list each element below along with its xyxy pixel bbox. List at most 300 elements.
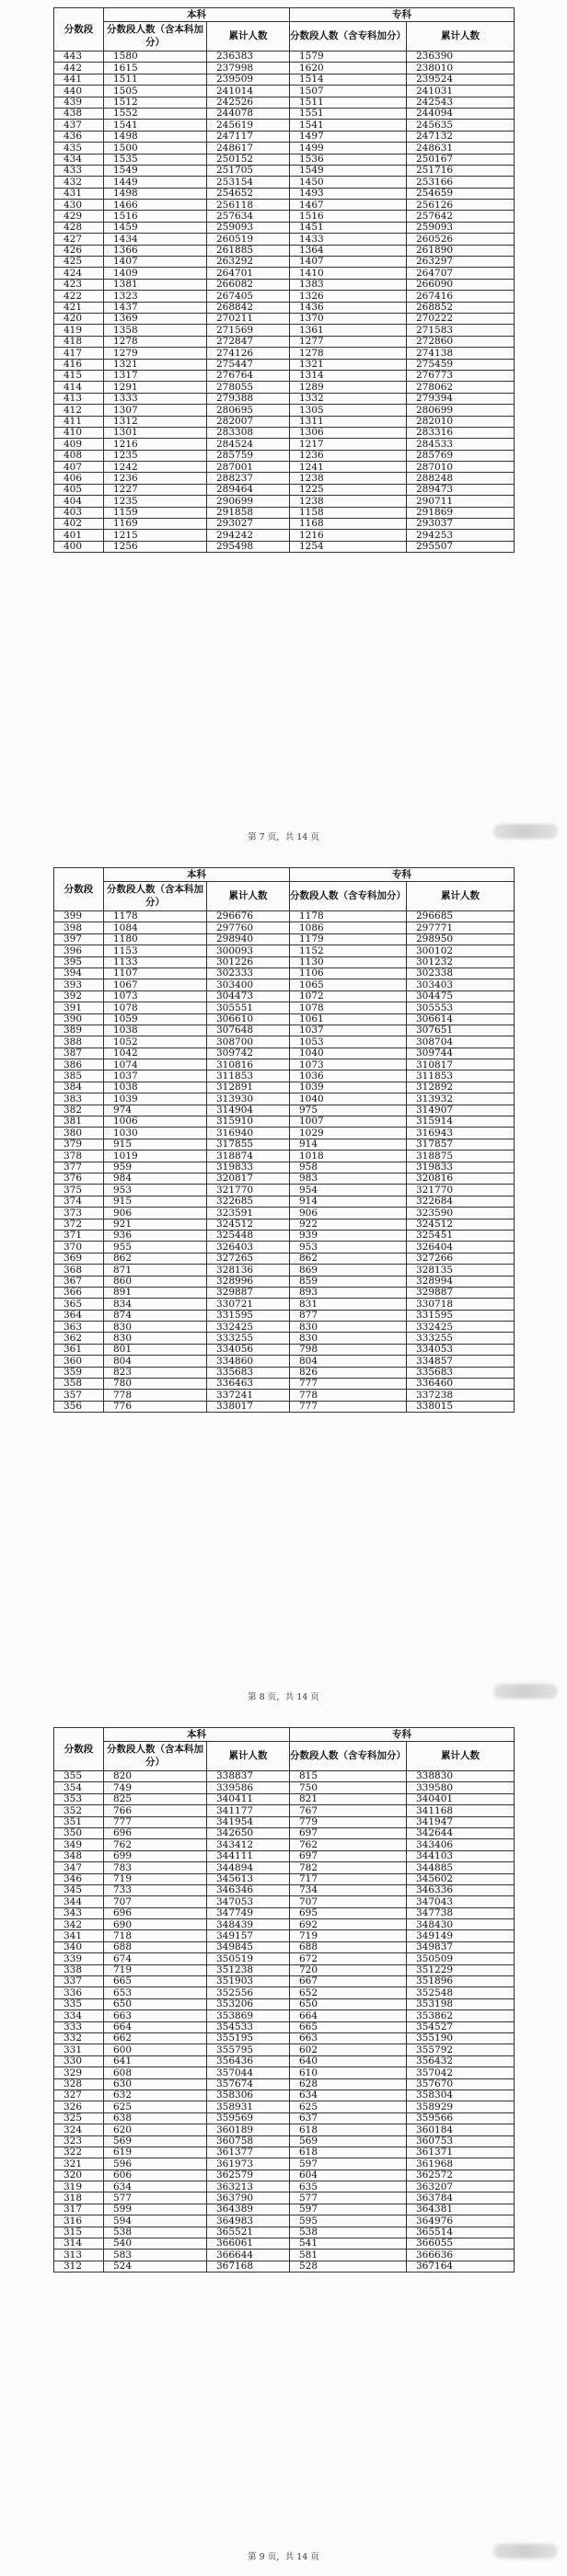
score-cell: 345	[54, 1884, 104, 1895]
zhuanke-count-cell: 597	[290, 2158, 407, 2170]
zhuanke-count-cell: 1451	[290, 222, 407, 233]
score-cell: 325	[54, 2112, 104, 2124]
zhuanke-cumulative-cell: 263297	[407, 257, 515, 268]
zhuanke-count-cell: 922	[290, 1219, 407, 1230]
zhuanke-cumulative-cell: 293037	[407, 519, 515, 530]
zhuanke-cumulative-cell: 283316	[407, 427, 515, 438]
zhuanke-cumulative-cell: 360184	[407, 2124, 515, 2135]
table-row	[54, 1139, 515, 1150]
zhuanke-count-cell: 707	[290, 1896, 407, 1907]
benke-cumulative-cell: 366061	[207, 2238, 290, 2250]
benke-cumulative-cell: 334056	[207, 1344, 290, 1355]
zhuanke-count-cell: 954	[290, 1185, 407, 1196]
benke-cumulative-cell: 272847	[207, 336, 290, 347]
benke-cumulative-cell: 312891	[207, 1082, 290, 1093]
score-cell: 351	[54, 1816, 104, 1827]
zhuanke-cumulative-cell: 366636	[407, 2250, 515, 2261]
score-cell: 363	[54, 1322, 104, 1333]
score-cell: 443	[54, 52, 104, 63]
benke-count-cell: 1279	[104, 348, 207, 359]
benke-count-cell: 860	[104, 1276, 207, 1287]
zhuanke-count-cell: 663	[290, 2032, 407, 2044]
benke-count-cell: 820	[104, 1771, 207, 1782]
table-row	[54, 2170, 515, 2181]
zhuanke-count-cell: 695	[290, 1907, 407, 1918]
zhuanke-count-cell: 1036	[290, 1070, 407, 1082]
score-cell: 323	[54, 2135, 104, 2147]
table-row	[54, 507, 515, 518]
zhuanke-cumulative-cell: 366055	[407, 2238, 515, 2250]
table-row	[54, 52, 515, 63]
table-row	[54, 496, 515, 507]
zhuanke-count-cell: 1106	[290, 967, 407, 979]
benke-cumulative-cell: 318874	[207, 1151, 290, 1162]
benke-cumulative-cell: 301226	[207, 956, 290, 967]
zhuanke-cumulative-cell: 322684	[407, 1196, 515, 1207]
benke-cumulative-cell: 268842	[207, 302, 290, 313]
benke-count-cell: 804	[104, 1356, 207, 1367]
benke-count-cell: 540	[104, 2238, 207, 2250]
benke-cumulative-cell: 336463	[207, 1379, 290, 1390]
zhuanke-cumulative-cell: 328994	[407, 1276, 515, 1287]
benke-count-cell: 783	[104, 1862, 207, 1873]
table-row	[54, 370, 515, 381]
zhuanke-count-cell: 767	[290, 1805, 407, 1816]
table-row	[54, 97, 515, 108]
benke-cumulative-cell: 322685	[207, 1196, 290, 1207]
score-cell: 338	[54, 1964, 104, 1975]
zhuanke-cumulative-cell: 351896	[407, 1976, 515, 1987]
zhuanke-count-cell: 625	[290, 2101, 407, 2112]
table-row	[54, 979, 515, 990]
benke-count-cell: 823	[104, 1367, 207, 1378]
benke-count-cell: 1333	[104, 393, 207, 404]
zhuanke-cumulative-cell: 350509	[407, 1953, 515, 1964]
benke-count-cell: 630	[104, 2078, 207, 2089]
benke-cumulative-cell: 244078	[207, 108, 290, 119]
table-row	[54, 1919, 515, 1930]
score-cell: 408	[54, 450, 104, 461]
benke-count-cell: 780	[104, 1379, 207, 1390]
header-benke: 本科	[104, 868, 290, 882]
table-row	[54, 1862, 515, 1873]
zhuanke-cumulative-cell: 239524	[407, 74, 515, 85]
score-cell: 336	[54, 1987, 104, 1998]
zhuanke-cumulative-cell: 274138	[407, 348, 515, 359]
table-row	[54, 234, 515, 245]
zhuanke-cumulative-cell: 241031	[407, 86, 515, 97]
table-row	[54, 1036, 515, 1048]
score-cell: 429	[54, 211, 104, 222]
benke-count-cell: 862	[104, 1253, 207, 1264]
benke-cumulative-cell: 242526	[207, 97, 290, 108]
table-row	[54, 2181, 515, 2192]
table-row	[54, 2055, 515, 2067]
zhuanke-count-cell: 692	[290, 1919, 407, 1930]
benke-cumulative-cell: 283308	[207, 427, 290, 438]
benke-cumulative-cell: 319833	[207, 1162, 290, 1173]
benke-count-cell: 1407	[104, 257, 207, 268]
benke-count-cell: 1059	[104, 1013, 207, 1025]
zhuanke-count-cell: 1361	[290, 325, 407, 336]
table-row	[54, 1839, 515, 1850]
zhuanke-cumulative-cell: 339580	[407, 1782, 515, 1793]
benke-count-cell: 625	[104, 2101, 207, 2112]
header-benke-cumulative: 累计人数	[207, 22, 290, 52]
score-cell: 387	[54, 1048, 104, 1059]
benke-cumulative-cell: 285759	[207, 450, 290, 461]
zhuanke-count-cell: 821	[290, 1793, 407, 1804]
zhuanke-count-cell: 1289	[290, 382, 407, 393]
table-row	[54, 1196, 515, 1207]
table-row	[54, 211, 515, 222]
score-cell: 381	[54, 1116, 104, 1128]
benke-count-cell: 688	[104, 1941, 207, 1952]
zhuanke-cumulative-cell: 324512	[407, 1219, 515, 1230]
zhuanke-count-cell: 804	[290, 1356, 407, 1367]
score-cell: 392	[54, 990, 104, 1002]
table-row	[54, 1322, 515, 1333]
zhuanke-count-cell: 1065	[290, 979, 407, 990]
benke-cumulative-cell: 307648	[207, 1025, 290, 1036]
table-row	[54, 2067, 515, 2078]
zhuanke-cumulative-cell: 360753	[407, 2135, 515, 2147]
table-row	[54, 473, 515, 484]
zhuanke-cumulative-cell: 266090	[407, 279, 515, 290]
zhuanke-cumulative-cell: 347738	[407, 1907, 515, 1918]
zhuanke-count-cell: 1061	[290, 1013, 407, 1025]
zhuanke-cumulative-cell: 242543	[407, 97, 515, 108]
benke-count-cell: 874	[104, 1310, 207, 1321]
benke-count-cell: 953	[104, 1185, 207, 1196]
score-cell: 415	[54, 370, 104, 381]
benke-count-cell: 1516	[104, 211, 207, 222]
table-row	[54, 1276, 515, 1287]
zhuanke-count-cell: 777	[290, 1379, 407, 1390]
score-cell: 421	[54, 302, 104, 313]
zhuanke-cumulative-cell: 342644	[407, 1827, 515, 1838]
score-cell: 402	[54, 519, 104, 530]
zhuanke-cumulative-cell: 337238	[407, 1390, 515, 1401]
score-cell: 319	[54, 2181, 104, 2192]
benke-count-cell: 1434	[104, 234, 207, 245]
zhuanke-count-cell: 1040	[290, 1048, 407, 1059]
zhuanke-cumulative-cell: 335683	[407, 1367, 515, 1378]
benke-count-cell: 1006	[104, 1116, 207, 1128]
table-row	[54, 1816, 515, 1827]
zhuanke-count-cell: 650	[290, 1998, 407, 2009]
zhuanke-cumulative-cell: 298950	[407, 933, 515, 945]
benke-cumulative-cell: 347053	[207, 1896, 290, 1907]
benke-cumulative-cell: 257634	[207, 211, 290, 222]
score-cell: 438	[54, 108, 104, 119]
benke-count-cell: 719	[104, 1964, 207, 1975]
zhuanke-cumulative-cell: 272860	[407, 336, 515, 347]
zhuanke-count-cell: 1037	[290, 1025, 407, 1036]
zhuanke-count-cell: 1383	[290, 279, 407, 290]
benke-cumulative-cell: 327265	[207, 1253, 290, 1264]
score-cell: 388	[54, 1036, 104, 1048]
zhuanke-count-cell: 720	[290, 1964, 407, 1975]
benke-count-cell: 1236	[104, 473, 207, 484]
score-cell: 361	[54, 1344, 104, 1355]
score-cell: 397	[54, 933, 104, 945]
zhuanke-cumulative-cell: 306614	[407, 1013, 515, 1025]
score-cell: 350	[54, 1827, 104, 1838]
zhuanke-cumulative-cell: 334053	[407, 1344, 515, 1355]
table-row	[54, 450, 515, 461]
zhuanke-cumulative-cell: 296685	[407, 911, 515, 922]
subheader-row	[54, 1742, 515, 1771]
score-cell: 417	[54, 348, 104, 359]
zhuanke-cumulative-cell: 261890	[407, 245, 515, 256]
benke-cumulative-cell: 367168	[207, 2261, 290, 2272]
zhuanke-cumulative-cell: 364976	[407, 2215, 515, 2227]
zhuanke-cumulative-cell: 308704	[407, 1036, 515, 1048]
zhuanke-cumulative-cell: 282010	[407, 416, 515, 427]
score-cell: 424	[54, 268, 104, 279]
benke-cumulative-cell: 341177	[207, 1805, 290, 1816]
zhuanke-count-cell: 719	[290, 1930, 407, 1941]
zhuanke-cumulative-cell: 314907	[407, 1105, 515, 1116]
table-row	[54, 325, 515, 336]
zhuanke-count-cell: 782	[290, 1862, 407, 1873]
score-cell: 407	[54, 462, 104, 473]
zhuanke-cumulative-cell: 318875	[407, 1151, 515, 1162]
zhuanke-count-cell: 831	[290, 1299, 407, 1310]
benke-count-cell: 762	[104, 1839, 207, 1850]
page-footer: 第 7 页，共 14 页	[248, 832, 319, 842]
score-cell: 312	[54, 2261, 104, 2272]
benke-cumulative-cell: 293027	[207, 519, 290, 530]
benke-count-cell: 1067	[104, 979, 207, 990]
score-cell: 435	[54, 143, 104, 154]
zhuanke-count-cell: 1254	[290, 541, 407, 552]
score-cell: 399	[54, 911, 104, 922]
table-row	[54, 990, 515, 1002]
score-cell: 433	[54, 165, 104, 176]
benke-cumulative-cell: 349157	[207, 1930, 290, 1941]
score-cell: 427	[54, 234, 104, 245]
zhuanke-cumulative-cell: 355190	[407, 2032, 515, 2044]
zhuanke-cumulative-cell: 280699	[407, 405, 515, 416]
benke-count-cell: 1073	[104, 990, 207, 1002]
benke-cumulative-cell: 239509	[207, 74, 290, 85]
table-row	[54, 911, 515, 922]
table-row	[54, 1873, 515, 1884]
score-cell: 422	[54, 291, 104, 302]
benke-cumulative-cell: 237998	[207, 63, 290, 74]
zhuanke-cumulative-cell: 276773	[407, 370, 515, 381]
zhuanke-cumulative-cell: 289473	[407, 484, 515, 495]
zhuanke-count-cell: 1073	[290, 1059, 407, 1070]
benke-cumulative-cell: 349845	[207, 1941, 290, 1952]
score-cell: 366	[54, 1287, 104, 1298]
score-cell: 360	[54, 1356, 104, 1367]
zhuanke-count-cell: 815	[290, 1771, 407, 1782]
score-cell: 434	[54, 154, 104, 165]
score-cell: 420	[54, 313, 104, 324]
benke-cumulative-cell: 333255	[207, 1333, 290, 1344]
header-benke: 本科	[104, 1728, 290, 1742]
zhuanke-count-cell: 1450	[290, 177, 407, 188]
benke-cumulative-cell: 356436	[207, 2055, 290, 2067]
zhuanke-count-cell: 610	[290, 2067, 407, 2078]
zhuanke-count-cell: 1332	[290, 393, 407, 404]
table-row	[54, 1850, 515, 1861]
zhuanke-count-cell: 862	[290, 1253, 407, 1264]
benke-cumulative-cell: 357044	[207, 2067, 290, 2078]
table-row	[54, 1025, 515, 1036]
benke-cumulative-cell: 308700	[207, 1036, 290, 1048]
zhuanke-cumulative-cell: 303403	[407, 979, 515, 990]
benke-cumulative-cell: 271569	[207, 325, 290, 336]
benke-count-cell: 634	[104, 2181, 207, 2192]
benke-cumulative-cell: 280695	[207, 405, 290, 416]
benke-count-cell: 766	[104, 1805, 207, 1816]
watermark-blur	[493, 1684, 558, 1699]
benke-cumulative-cell: 306610	[207, 1013, 290, 1025]
zhuanke-count-cell: 1158	[290, 507, 407, 518]
score-cell: 384	[54, 1082, 104, 1093]
zhuanke-cumulative-cell: 354527	[407, 2021, 515, 2032]
benke-count-cell: 600	[104, 2044, 207, 2055]
zhuanke-count-cell: 597	[290, 2204, 407, 2215]
table-row	[54, 1976, 515, 1987]
benke-count-cell: 663	[104, 2010, 207, 2021]
score-cell: 383	[54, 1093, 104, 1105]
zhuanke-cumulative-cell: 294253	[407, 530, 515, 541]
benke-count-cell: 650	[104, 1998, 207, 2009]
table-row	[54, 1162, 515, 1173]
table-row	[54, 2124, 515, 2135]
zhuanke-cumulative-cell: 320816	[407, 1173, 515, 1184]
score-cell: 409	[54, 439, 104, 450]
zhuanke-cumulative-cell: 248631	[407, 143, 515, 154]
score-cell: 416	[54, 359, 104, 370]
benke-count-cell: 830	[104, 1333, 207, 1344]
benke-cumulative-cell: 309742	[207, 1048, 290, 1059]
zhuanke-cumulative-cell: 290711	[407, 496, 515, 507]
benke-count-cell: 1512	[104, 97, 207, 108]
header-zhuanke: 专科	[290, 868, 515, 882]
zhuanke-cumulative-cell: 367164	[407, 2261, 515, 2272]
zhuanke-count-cell: 1179	[290, 933, 407, 945]
zhuanke-count-cell: 1039	[290, 1082, 407, 1093]
zhuanke-count-cell: 569	[290, 2135, 407, 2147]
benke-cumulative-cell: 305551	[207, 1002, 290, 1013]
zhuanke-count-cell: 1236	[290, 450, 407, 461]
benke-count-cell: 778	[104, 1390, 207, 1401]
benke-count-cell: 776	[104, 1401, 207, 1412]
benke-cumulative-cell: 328136	[207, 1265, 290, 1276]
score-cell: 406	[54, 473, 104, 484]
score-cell: 400	[54, 541, 104, 552]
benke-cumulative-cell: 343412	[207, 1839, 290, 1850]
benke-count-cell: 834	[104, 1299, 207, 1310]
score-cell: 370	[54, 1242, 104, 1253]
zhuanke-cumulative-cell: 356432	[407, 2055, 515, 2067]
zhuanke-count-cell: 859	[290, 1276, 407, 1287]
score-cell: 358	[54, 1379, 104, 1390]
score-cell: 373	[54, 1208, 104, 1219]
zhuanke-cumulative-cell: 313932	[407, 1093, 515, 1105]
header-benke-count: 分数段人数（含本科加分）	[104, 1742, 207, 1771]
zhuanke-cumulative-cell: 330718	[407, 1299, 515, 1310]
zhuanke-cumulative-cell: 344885	[407, 1862, 515, 1873]
zhuanke-cumulative-cell: 236390	[407, 52, 515, 63]
score-cell: 372	[54, 1219, 104, 1230]
table-row	[54, 1128, 515, 1139]
benke-cumulative-cell: 337241	[207, 1390, 290, 1401]
zhuanke-count-cell: 1078	[290, 1002, 407, 1013]
zhuanke-count-cell: 697	[290, 1850, 407, 1861]
watermark-blur	[493, 824, 558, 839]
zhuanke-cumulative-cell: 353862	[407, 2010, 515, 2021]
benke-cumulative-cell: 311853	[207, 1070, 290, 1082]
score-cell: 440	[54, 86, 104, 97]
score-cell: 356	[54, 1401, 104, 1412]
benke-count-cell: 1552	[104, 108, 207, 119]
watermark-blur	[493, 2544, 558, 2559]
zhuanke-cumulative-cell: 307651	[407, 1025, 515, 1036]
score-cell: 316	[54, 2215, 104, 2227]
benke-cumulative-cell: 360189	[207, 2124, 290, 2135]
benke-count-cell: 524	[104, 2261, 207, 2272]
benke-cumulative-cell: 245619	[207, 120, 290, 131]
table-row	[54, 2192, 515, 2204]
benke-cumulative-cell: 362579	[207, 2170, 290, 2181]
benke-cumulative-cell: 341954	[207, 1816, 290, 1827]
benke-cumulative-cell: 361377	[207, 2147, 290, 2158]
zhuanke-cumulative-cell: 355792	[407, 2044, 515, 2055]
benke-count-cell: 1498	[104, 131, 207, 142]
benke-count-cell: 1180	[104, 933, 207, 945]
table-row	[54, 1093, 515, 1105]
benke-count-cell: 1511	[104, 74, 207, 85]
benke-cumulative-cell: 278055	[207, 382, 290, 393]
benke-cumulative-cell: 259093	[207, 222, 290, 233]
zhuanke-count-cell: 1516	[290, 211, 407, 222]
table-row	[54, 2010, 515, 2021]
benke-count-cell: 1038	[104, 1025, 207, 1036]
benke-cumulative-cell: 364389	[207, 2204, 290, 2215]
table-row	[54, 131, 515, 142]
header-benke-count: 分数段人数（含本科加分）	[104, 882, 207, 911]
score-cell: 442	[54, 63, 104, 74]
zhuanke-cumulative-cell: 300102	[407, 945, 515, 956]
table-row	[54, 2227, 515, 2238]
benke-count-cell: 599	[104, 2204, 207, 2215]
score-cell: 346	[54, 1873, 104, 1884]
zhuanke-count-cell: 1152	[290, 945, 407, 956]
score-cell: 426	[54, 245, 104, 256]
benke-count-cell: 825	[104, 1793, 207, 1804]
benke-count-cell: 1078	[104, 1002, 207, 1013]
header-zhuanke-cumulative: 累计人数	[407, 882, 515, 911]
score-cell: 439	[54, 97, 104, 108]
score-cell: 412	[54, 405, 104, 416]
score-cell: 315	[54, 2227, 104, 2238]
zhuanke-count-cell: 1514	[290, 74, 407, 85]
score-table	[53, 1727, 515, 2273]
header-zhuanke: 专科	[290, 8, 515, 22]
zhuanke-cumulative-cell: 346336	[407, 1884, 515, 1895]
score-cell: 340	[54, 1941, 104, 1952]
benke-count-cell: 1459	[104, 222, 207, 233]
score-cell: 436	[54, 131, 104, 142]
zhuanke-cumulative-cell: 359566	[407, 2112, 515, 2124]
